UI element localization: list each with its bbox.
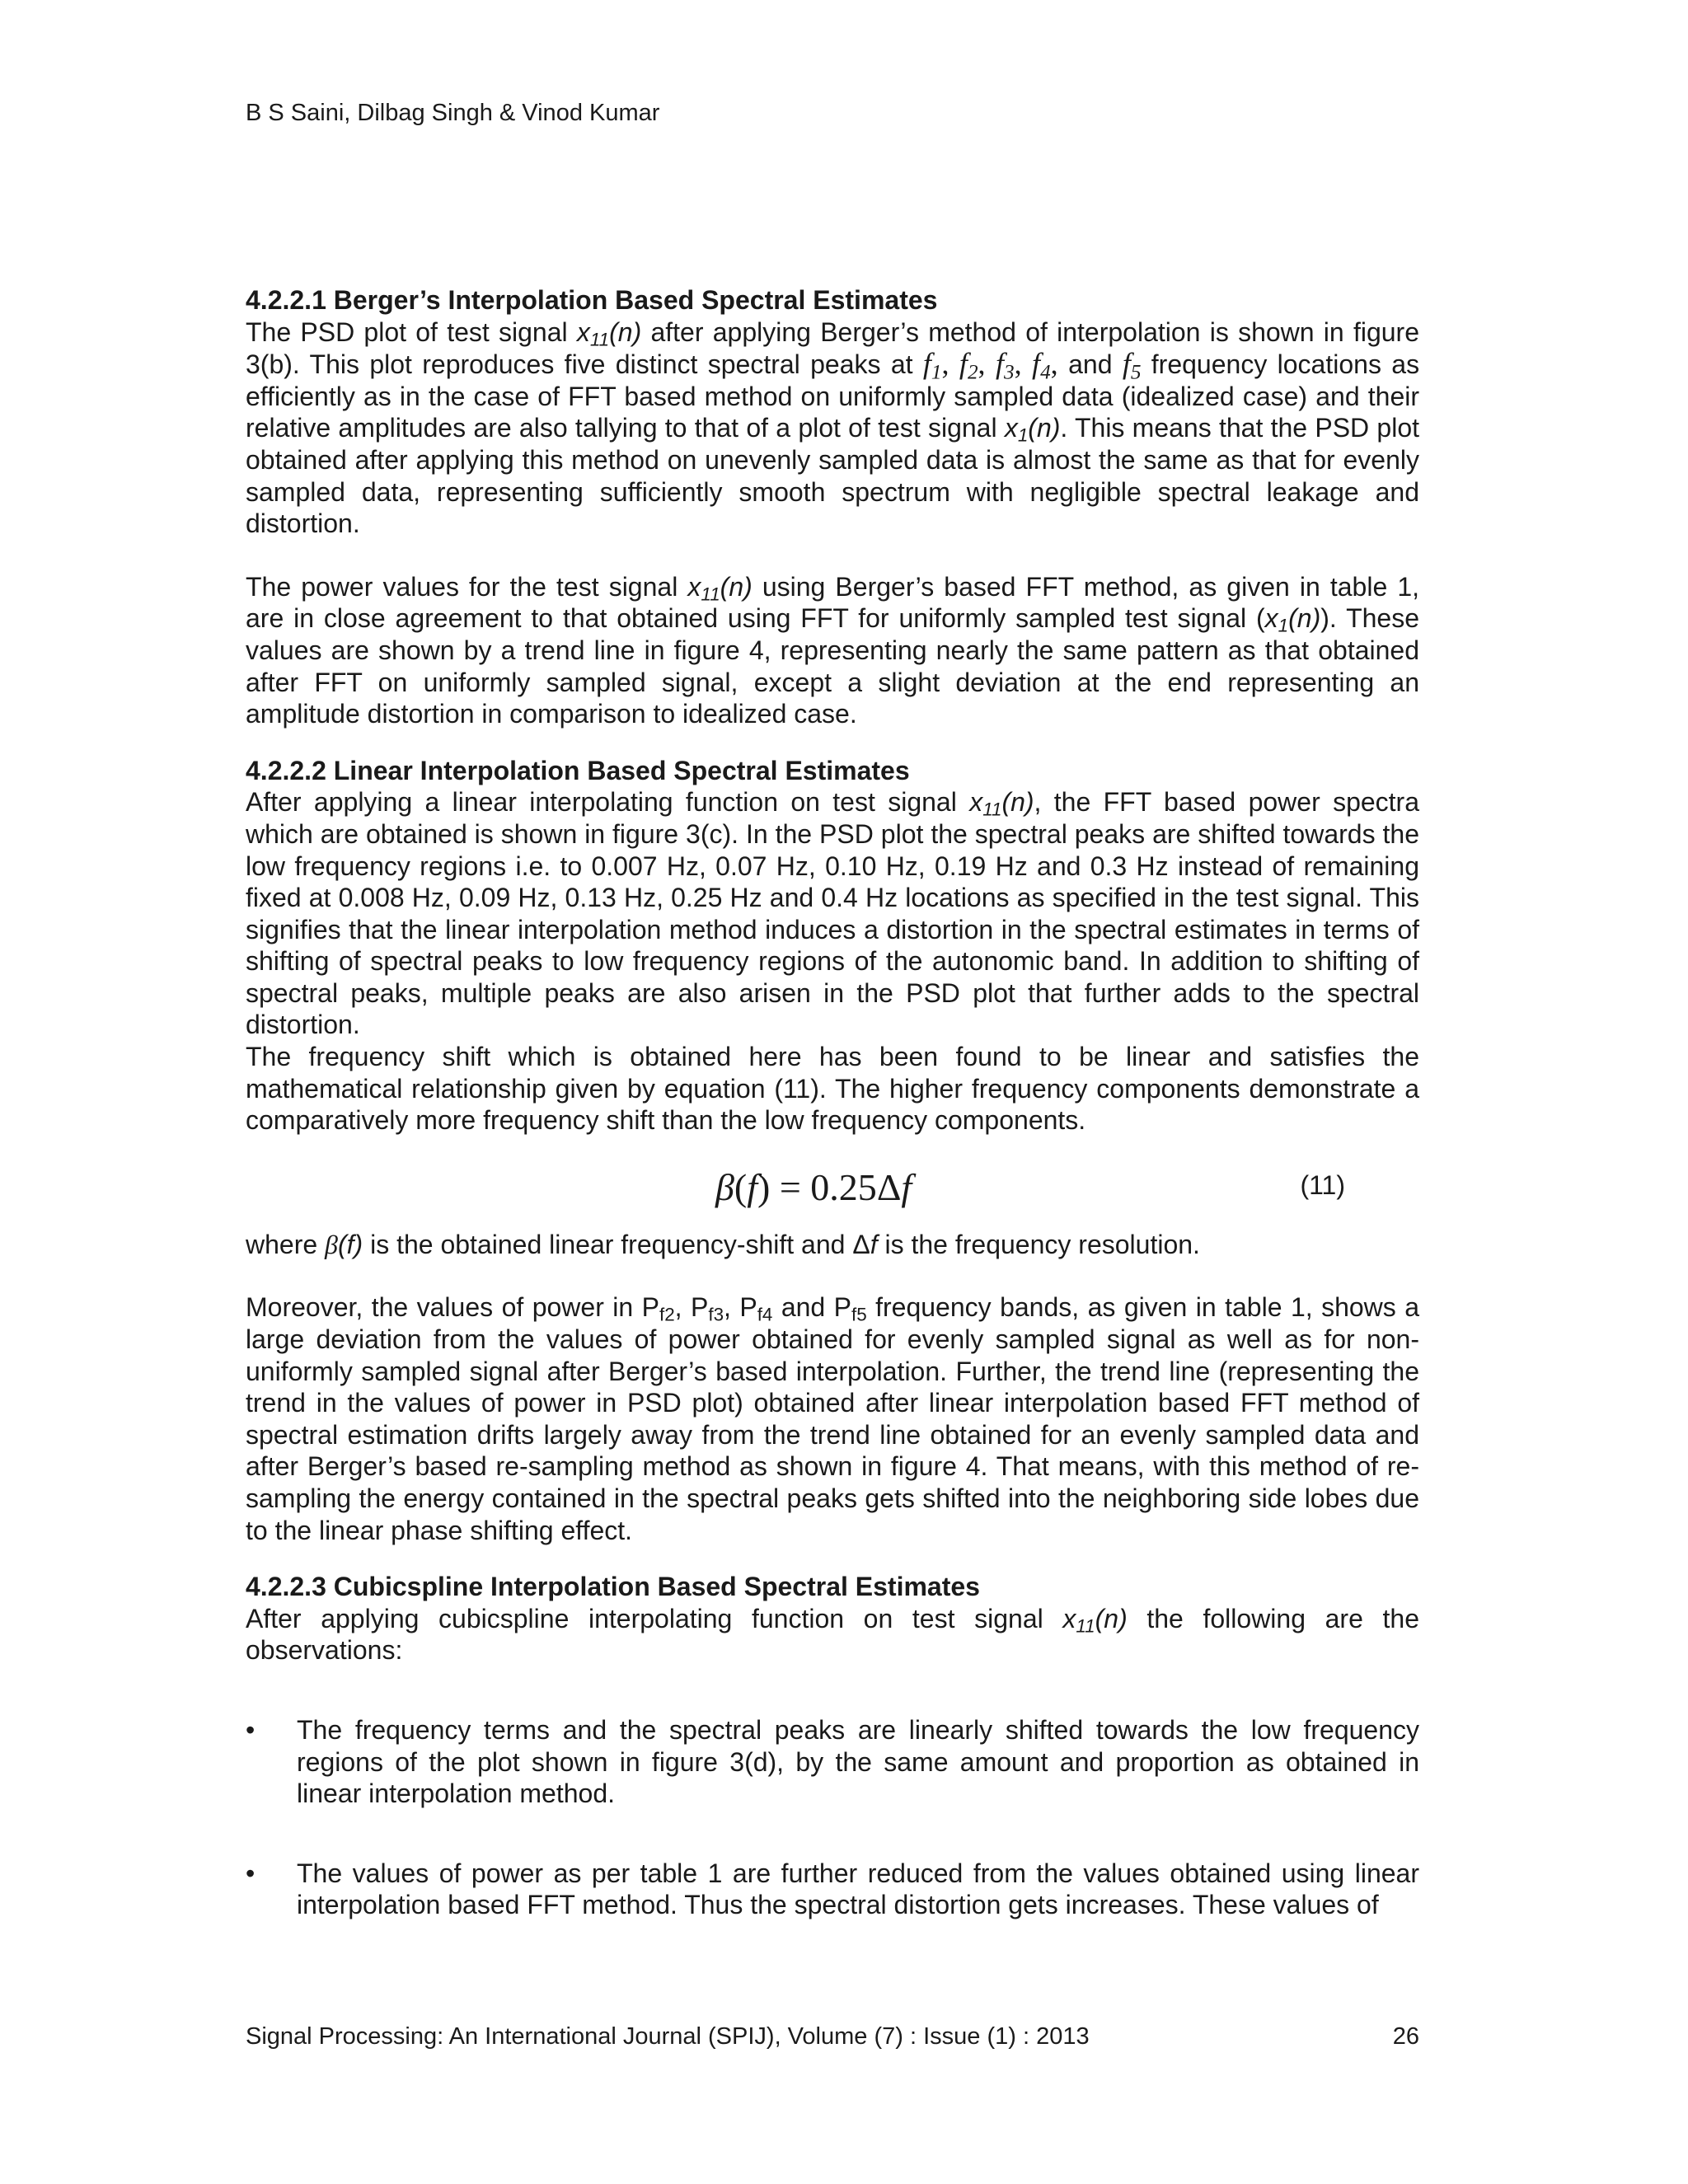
section-heading-cubicspline: 4.2.2.3 Cubicspline Interpolation Based Spectral Estimates: [246, 1572, 980, 1602]
signal-x11: $x_{11}(n)$: [576, 316, 642, 350]
paragraph-cubicspline-intro: After applying cubicspline interpolating function on test signal $x_{11}(n)$ the following are the observations:: [246, 1603, 1420, 1666]
section-heading-berger: 4.2.2.1 Berger’s Interpolation Based Spectral Estimates: [246, 285, 938, 315]
paragraph-berger-psd: The PSD plot of test signal $x_{11}(n)$ after applying Berger’s method of interpolation is shown in figure 3(b). This plot reproduces five distinct spectral peaks at $f_1$, $f_2$, $f_3$, $f_4$, and $f_5$ frequency locations as efficiently as in the case of FFT based method on uniformly sampled data (idealized case) and their relative amplitudes are also tallying to that of a plot of test signal $x_1(n)$. This means that the PSD plot obtained after applying this method on unevenly sampled data is almost the same as that for evenly sampled data, representing sufficiently smooth spectrum with negligible spectral leakage and distortion.: [246, 316, 1420, 539]
list-item: • The frequency terms and the spectral peaks are linearly shifted towards the low frequency regions of the plot shown in figure 3(d), by the same amount and proportion as obtained in linear interpolation method.: [246, 1714, 1419, 1809]
paragraph-linear-shift: After applying a linear interpolating function on test signal $x_{11}(n)$, the FFT based power spectra which are obtained is shown in figure 3(c). In the PSD plot the spectral peaks are shifted towards the low frequency regions i.e. to 0.007 Hz, 0.07 Hz, 0.10 Hz, 0.19 Hz and 0.3 Hz instead of remaining fixed at 0.008 Hz, 0.09 Hz, 0.13 Hz, 0.25 Hz and 0.4 Hz locations as specified in the test signal. This signifies that the linear interpolation method induces a distortion in the spectral estimates in terms of shifting of spectral peaks to low frequency regions of the autonomic band. In addition to shifting of spectral peaks, multiple peaks are also arisen in the PSD plot that further adds to the spectral distortion.: [246, 787, 1420, 1040]
section-heading-linear: 4.2.2.2 Linear Interpolation Based Spectral Estimates: [246, 755, 910, 785]
bullet-icon: •: [246, 1714, 256, 1745]
equation-11: [246, 1155, 1419, 1221]
running-footer: [246, 2021, 1419, 2052]
list-item: • The values of power as per table 1 are further reduced from the values obtained using linear interpolation based FFT method. Thus the spectral distortion gets increases. These values of: [246, 1858, 1419, 1920]
paragraph-where: where β(f) is the obtained linear frequency-shift and Δf is the frequency resolution.: [246, 1229, 1200, 1259]
frequency-symbols: $f_1$, $f_2$, $f_3$, $f_4$,: [922, 347, 1069, 384]
paragraph-power-deviation: Moreover, the values of power in $P_{f2}$, $P_{f3}$, $P_{f4}$ and $P_{f5}$ frequency bands, as given in table 1, shows a large deviation from the values of power obtained for evenly sampled signal as well as for non-uniformly sampled signal after Berger’s based interpolation. Further, the trend line (representing the trend in the values of power in PSD plot) obtained after linear interpolation based FFT method of spectral estimation drifts largely away from the trend line obtained for an evenly sampled data and after Berger’s based re-sampling method as shown in figure 4. That means, with this method of re-sampling the energy contained in the spectral peaks gets shifted into the neighboring side lobes due to the linear phase shifting effect.: [246, 1292, 1420, 1545]
equation-body: β(f) = 0.25Δf: [715, 1165, 912, 1208]
observation-list: [246, 1714, 1419, 1921]
bullet-icon: •: [246, 1858, 256, 1888]
running-header-authors: B S Saini, Dilbag Singh & Vinod Kumar: [246, 100, 660, 126]
signal-x1: $x_1(n)$: [1004, 413, 1061, 446]
equation-number: (11): [1300, 1169, 1345, 1200]
paragraph-linear-relationship: The frequency shift which is obtained here has been found to be linear and satisfies the mathematical relationship given by equation (11). The higher frequency components demonstrate a comparatively more frequency shift than the low frequency components.: [246, 1042, 1419, 1136]
footer-journal: Signal Processing: An International Journal (SPIJ), Volume (7) : Issue (1) : 2013: [246, 2023, 1090, 2050]
body-text: [246, 284, 1419, 1921]
page-number: 26: [1392, 2023, 1419, 2050]
paragraph-berger-power: The power values for the test signal $x_{11}(n)$ using Berger’s based FFT method, as given in table 1, are in close agreement to that obtained using FFT for uniformly sampled test signal $(x_1(n))$. These values are shown by a trend line in figure 4, representing nearly the same pattern as that obtained after FFT on uniformly sampled signal, except a slight deviation at the end representing an amplitude distortion in comparison to idealized case.: [246, 571, 1420, 729]
